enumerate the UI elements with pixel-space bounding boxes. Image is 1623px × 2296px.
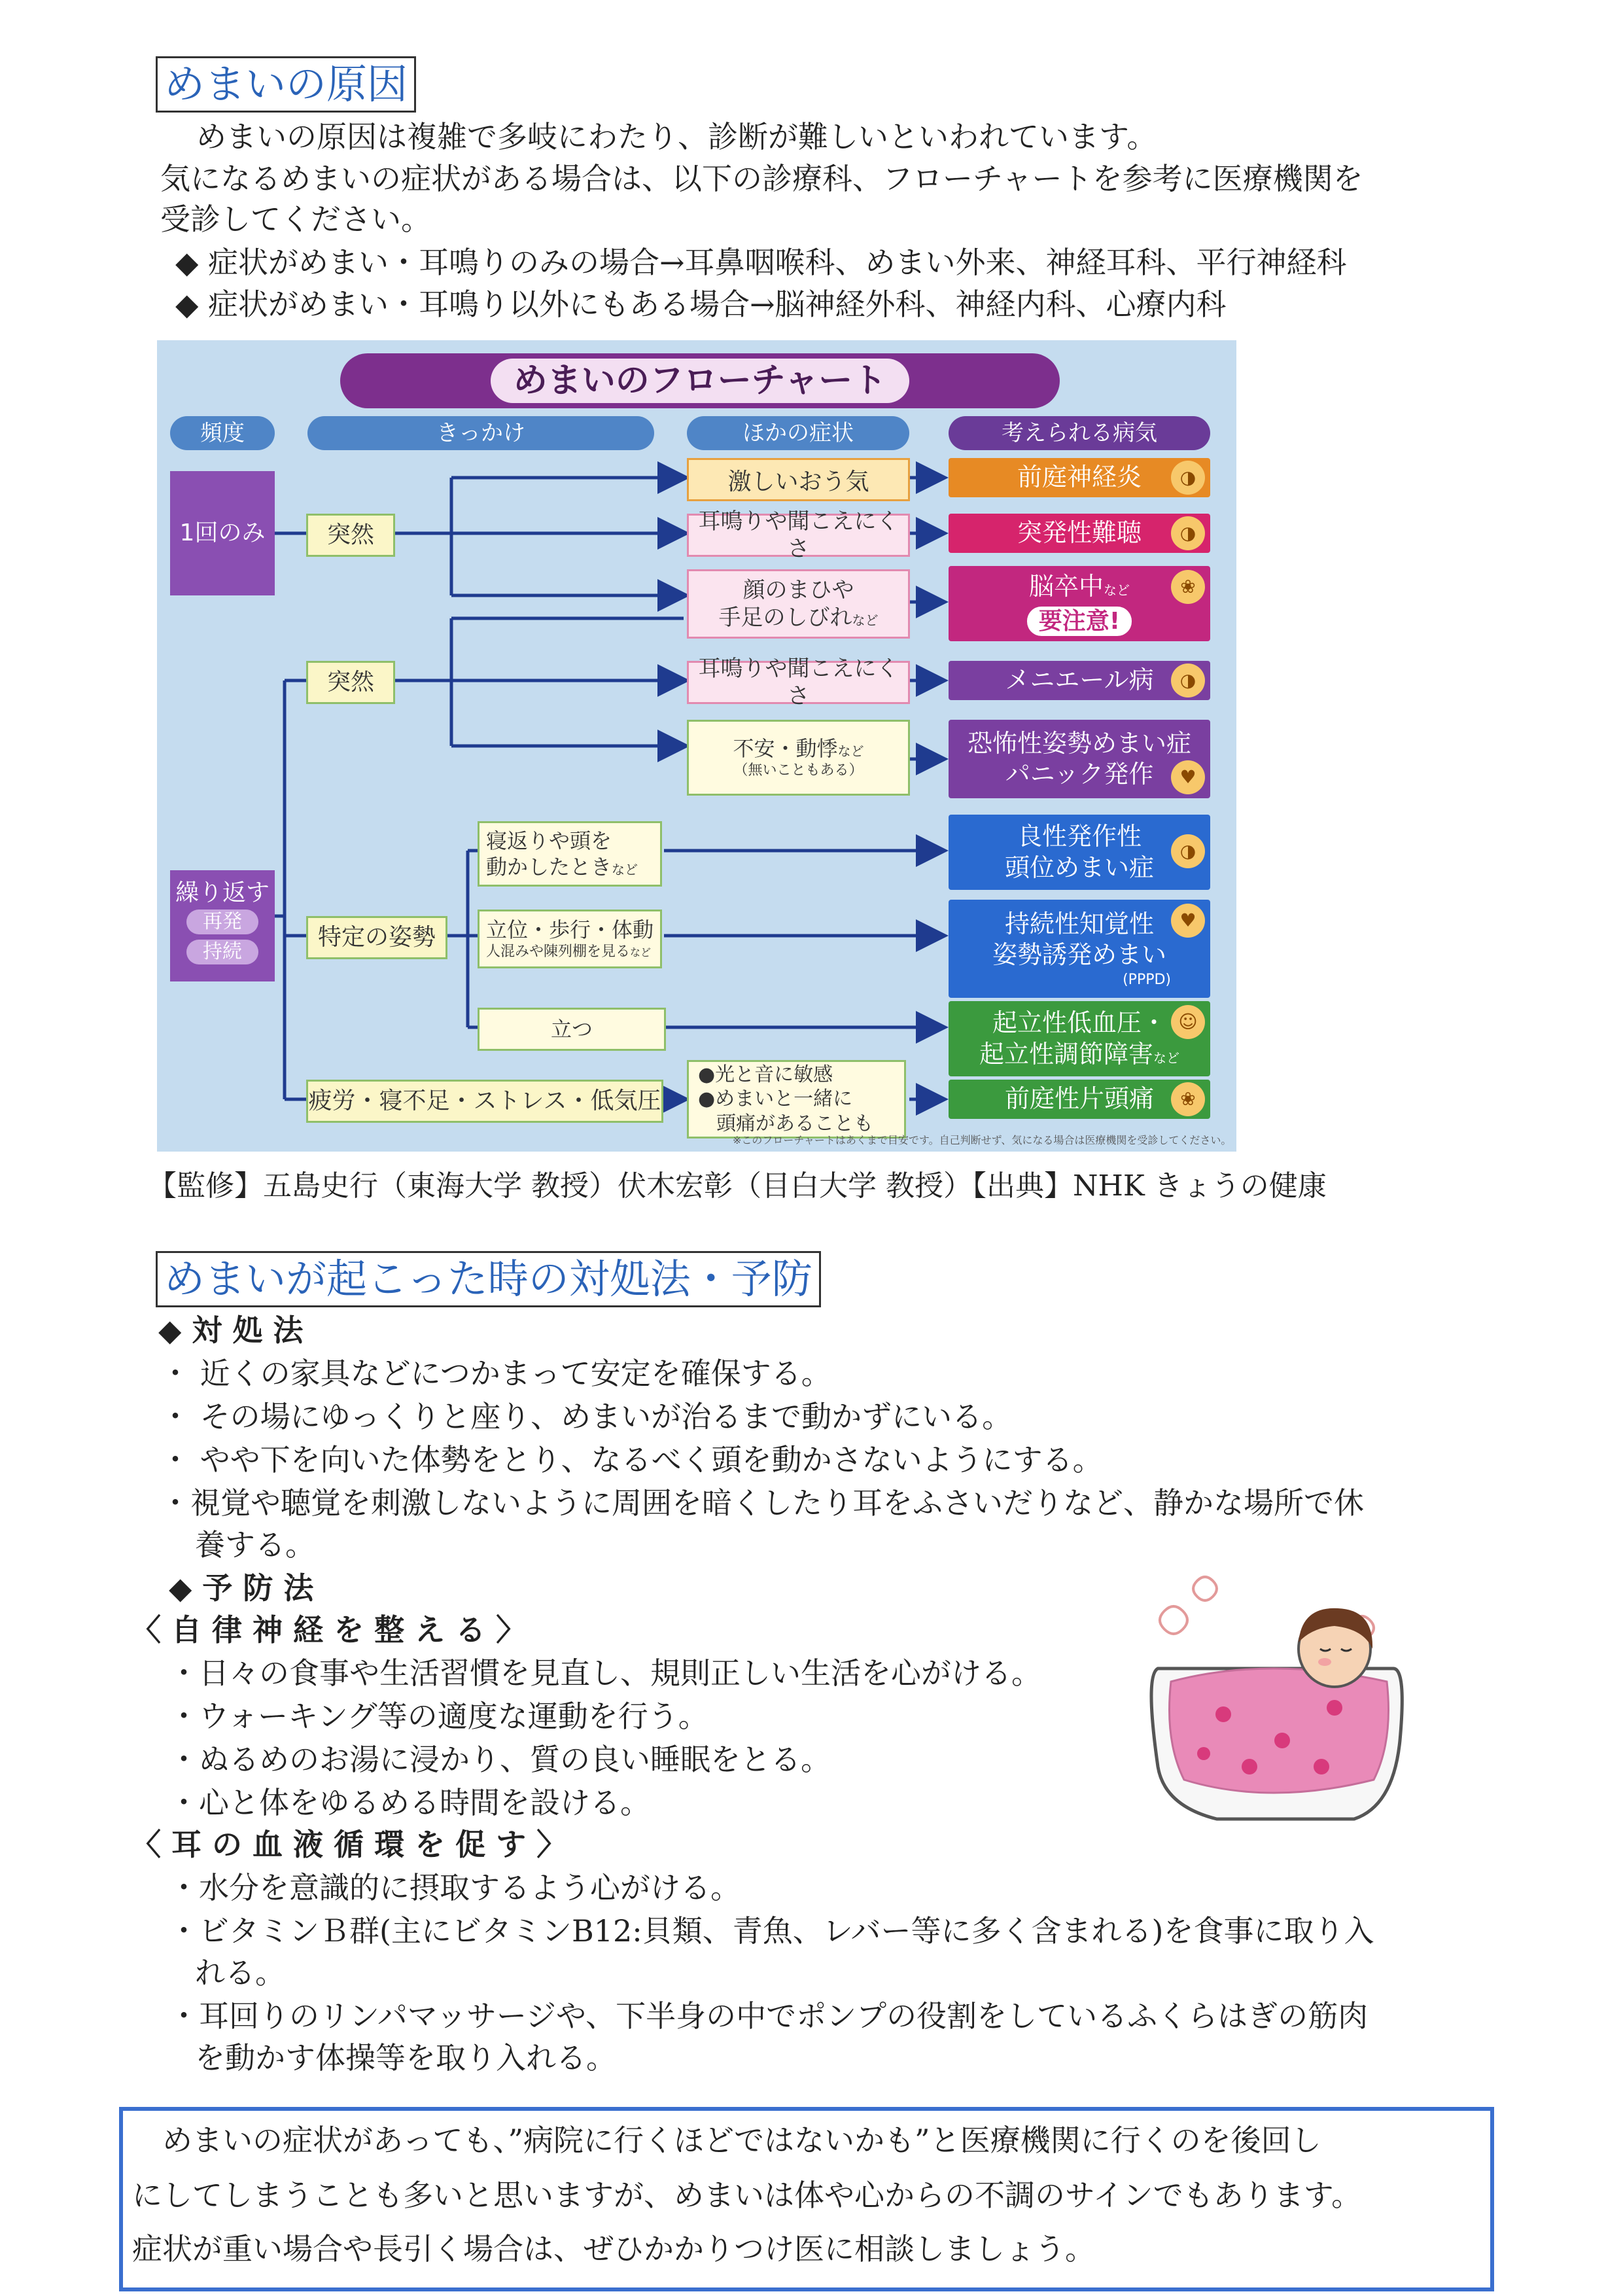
- ear-icon: ◑: [1171, 516, 1205, 550]
- symptom-light-sound: [687, 1060, 906, 1139]
- freq-repeat: [170, 870, 275, 981]
- header-symptoms: ほかの症状: [687, 416, 909, 450]
- list-item: ・ウォーキング等の適度な運動を行う。: [169, 1699, 708, 1734]
- brain-icon: ❀: [1171, 570, 1205, 604]
- list-item-cont: 養する。: [195, 1527, 315, 1563]
- symptom-tinnitus: 耳鳴りや聞こえにくさ: [687, 661, 910, 704]
- advice-callout-box: [119, 2107, 1494, 2291]
- list-item: ・ 近くの家具などにつかまって安定を確保する。: [160, 1356, 831, 1391]
- flowchart-title-banner: [340, 353, 1060, 408]
- bullet-item: ◆ 症状がめまい・耳鳴り以外にもある場合→脳神経外科、神経内科、心療内科: [175, 287, 1227, 322]
- list-item: ・ その場にゆっくりと座り、めまいが治るまで動かずにいる。: [160, 1399, 1013, 1434]
- trigger-sudden: 突然: [306, 661, 395, 704]
- trigger-fatigue: 疲労・寝不足・ストレス・低気圧: [306, 1080, 663, 1123]
- list-item: ・視覚や聴覚を刺激しないように周囲を暗くしたり耳をふさいだりなど、静かな場所で休: [160, 1485, 1364, 1521]
- symptom-line: 立位・歩行・体動: [486, 917, 654, 943]
- list-item: ・耳回りのリンパマッサージや、下半身の中でポンプの役割をしているふくらはぎの筋肉: [169, 1998, 1369, 2034]
- disease-label: パニック発作: [1005, 760, 1154, 788]
- symptom-line: ●光と音に敏感: [698, 1063, 833, 1086]
- list-item: ・ やや下を向いた体勢をとり、なるべく頭を動かさないようにする。: [160, 1442, 1103, 1477]
- trigger-posture: 特定の姿勢: [306, 916, 447, 959]
- symptom-line: 手足のしびれなど: [718, 605, 879, 631]
- vertigo-flowchart: [157, 340, 1236, 1152]
- symptom-line: 不安・動悸など: [733, 736, 864, 762]
- bullet-item: ◆ 症状がめまい・耳鳴りのみの場合→耳鼻咽喉科、めまい外来、神経耳科、平行神経科: [175, 245, 1347, 280]
- symptom-rolling-over: [478, 821, 662, 887]
- freq-recur-badge: 再発: [186, 910, 258, 934]
- disease-pppd: [949, 900, 1210, 998]
- credit-line: 【監修】五島史行（東海大学 教授）伏木宏彰（目白大学 教授）【出典】NHK きょうの健康: [148, 1169, 1327, 1203]
- trigger-sudden: 突然: [306, 514, 395, 557]
- header-diseases: 考えられる病気: [949, 416, 1210, 450]
- disease-sudden-hearing-loss: [949, 514, 1210, 553]
- symptom-standing-up: 立つ: [478, 1008, 666, 1051]
- disease-vestibular-migraine: [949, 1080, 1210, 1119]
- symptom-note: （無いこともある）: [733, 762, 864, 779]
- category-heading: 〈 自 律 神 経 を 整 え る 〉: [131, 1612, 527, 1648]
- disease-label: 姿勢誘発めまい: [992, 940, 1166, 970]
- person-icon: ☺: [1171, 1005, 1205, 1039]
- heart-icon: ♥: [1171, 904, 1205, 938]
- disease-label: 前庭神経炎: [1017, 463, 1142, 492]
- symptom-anxiety: [687, 720, 910, 796]
- section-title-causes: めまいの原因: [156, 56, 416, 113]
- flowchart-footnote: ※このフローチャートはあくまで目安です。自己判断せず、気になる場合は医療機関を受診してください。: [733, 1134, 1232, 1146]
- disease-label: 良性発作性: [1017, 822, 1142, 851]
- list-item: ・日々の食事や生活習慣を見直し、規則正しい生活を心がける。: [169, 1655, 1041, 1691]
- header-trigger: きっかけ: [307, 416, 654, 450]
- paragraph: 気になるめまいの症状がある場合は、以下の診療科、フローチャートを参考に医療機関を: [160, 161, 1363, 196]
- symptom-line: 動かしたときなど: [486, 855, 638, 879]
- subheading: ◆ 予 防 法: [169, 1570, 314, 1606]
- paragraph: めまいの原因は複雑で多岐にわたり、診断が難しいといわれています。: [196, 119, 1157, 154]
- symptom-line: 顔のまひや: [742, 576, 854, 603]
- symptom-line: 人混みや陳列棚を見るなど: [486, 944, 652, 961]
- freq-persist-badge: 持続: [186, 940, 258, 964]
- subheading: ◆ 対 処 法: [158, 1313, 304, 1348]
- disease-label: 突発性難聴: [1017, 518, 1142, 548]
- disease-label: 恐怖性姿勢めまい症: [967, 728, 1191, 758]
- heart-icon: ♥: [1171, 760, 1205, 794]
- disease-label: 持続性知覚性: [1004, 909, 1154, 938]
- list-item: ・ぬるめのお湯に浸かり、質の良い睡眠をとる。: [169, 1742, 831, 1777]
- disease-label: 起立性低血圧・: [992, 1008, 1166, 1037]
- list-item: ・ビタミンＢ群(主にビタミンB12:貝類、青魚、レバー等に多く含まれる)を食事に取り入: [169, 1913, 1374, 1949]
- disease-orthostatic: [949, 1001, 1210, 1076]
- ear-icon: ◑: [1171, 663, 1205, 698]
- disease-phobic-vertigo: [949, 720, 1210, 798]
- disease-label: 頭位めまい症: [1004, 853, 1154, 882]
- bathing-person-illustration: [1138, 1570, 1413, 1832]
- disease-label: メニエール病: [1005, 665, 1154, 695]
- disease-stroke: [949, 566, 1210, 641]
- symptom-line: ●めまいと一緒に: [698, 1087, 853, 1111]
- symptom-standing-walking: [478, 910, 662, 968]
- ear-icon: ◑: [1171, 834, 1205, 868]
- header-frequency: 頻度: [170, 416, 275, 450]
- freq-repeat-label: 繰り返す: [175, 879, 270, 906]
- brain-icon: ❀: [1171, 1082, 1205, 1116]
- callout-line: めまいの症状があっても、”病院に行くほどではないかも”と医療機関に行くのを後回し: [162, 2123, 1321, 2158]
- list-item-cont: れる。: [195, 1955, 285, 1990]
- section-title-measures: めまいが起こった時の対処法・予防: [156, 1251, 821, 1307]
- paragraph: 受診してください。: [160, 202, 431, 237]
- disease-label: 起立性調節障害など: [979, 1039, 1179, 1069]
- disease-abbrev: (PPPD): [1123, 971, 1171, 988]
- symptom-nausea: 激しいおう気: [687, 458, 910, 501]
- disease-vestibular-neuritis: [949, 458, 1210, 497]
- flowchart-title: めまいのフローチャート: [491, 359, 909, 403]
- disease-label: 前庭性片頭痛: [1004, 1084, 1154, 1114]
- ear-icon: ◑: [1171, 461, 1205, 495]
- symptom-tinnitus: 耳鳴りや聞こえにくさ: [687, 514, 910, 557]
- list-item: ・水分を意識的に摂取するよう心がける。: [169, 1870, 741, 1905]
- disease-label: 脳卒中など: [1028, 572, 1130, 601]
- caution-badge: 要注意!: [1027, 607, 1132, 636]
- freq-once: 1回のみ: [170, 471, 275, 595]
- callout-line: 症状が重い場合や長引く場合は、ぜひかかりつけ医に相談しましょう。: [132, 2231, 1095, 2267]
- list-item-cont: を動かす体操等を取り入れる。: [195, 2040, 616, 2075]
- symptom-line: 頭痛があることも: [716, 1112, 873, 1135]
- symptom-line: 寝返りや頭を: [486, 828, 612, 853]
- category-heading: 〈 耳 の 血 液 循 環 を 促 す 〉: [131, 1827, 567, 1862]
- list-item: ・心と体をゆるめる時間を設ける。: [169, 1785, 650, 1820]
- disease-meniere: [949, 661, 1210, 700]
- symptom-facial-palsy: [687, 569, 910, 639]
- disease-bppv: [949, 815, 1210, 890]
- callout-line: にしてしまうことも多いと思いますが、めまいは体や心からの不調のサインでもあります。: [132, 2178, 1362, 2213]
